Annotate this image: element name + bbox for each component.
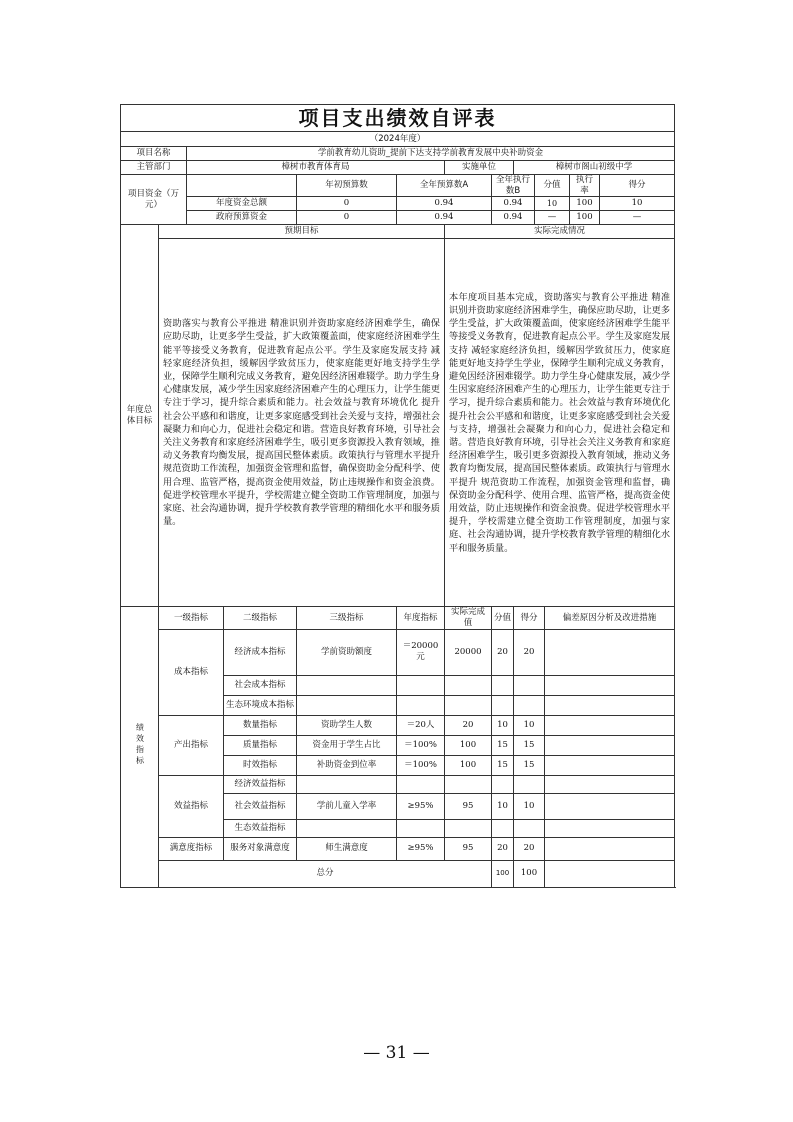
ind-actual: 95 <box>445 793 492 819</box>
ind-header-l3: 三级指标 <box>297 607 397 629</box>
ind-header-target: 年度指标 <box>397 607 445 629</box>
funds-cell: 0 <box>297 211 397 225</box>
ind-score <box>514 695 545 715</box>
ind-l2: 经济效益指标 <box>224 775 297 793</box>
ind-l2: 生态效益指标 <box>224 819 297 837</box>
ind-score: 10 <box>514 793 545 819</box>
ind-weight <box>492 775 514 793</box>
ind-actual: 100 <box>445 755 492 775</box>
ind-score <box>514 775 545 793</box>
funds-cell: 100 <box>570 211 600 225</box>
funds-header-score: 得分 <box>600 175 675 197</box>
ind-weight: 10 <box>492 715 514 735</box>
ind-actual <box>445 775 492 793</box>
ind-l2: 生态环境成本指标 <box>224 695 297 715</box>
ind-l3 <box>297 695 397 715</box>
funds-header-executed: 全年执行数B <box>492 175 535 197</box>
ind-l2: 社会效益指标 <box>224 793 297 819</box>
form-year: （2024年度） <box>121 132 675 147</box>
ind-target <box>397 695 445 715</box>
ind-header-l1: 一级指标 <box>159 607 224 629</box>
ind-weight: 20 <box>492 837 514 860</box>
dept-value: 樟树市教育体育局 <box>187 161 445 175</box>
project-name-label: 项目名称 <box>121 147 187 161</box>
performance-self-evaluation-form <box>120 104 674 888</box>
funds-cell: 0.94 <box>492 197 535 211</box>
ind-target: ＝20人 <box>397 715 445 735</box>
funds-cell: — <box>535 211 570 225</box>
ind-header-actual: 实际完成值 <box>445 607 492 629</box>
ind-weight <box>492 675 514 695</box>
ind-score: 15 <box>514 735 545 755</box>
ind-score: 20 <box>514 837 545 860</box>
ind-actual <box>445 675 492 695</box>
ind-weight <box>492 695 514 715</box>
ind-target: ≥95% <box>397 837 445 860</box>
funds-cell: 100 <box>570 197 600 211</box>
ind-weight: 20 <box>492 629 514 675</box>
ind-deviation <box>545 775 675 793</box>
ind-target: ≥95% <box>397 793 445 819</box>
ind-l2: 质量指标 <box>224 735 297 755</box>
ind-target <box>397 775 445 793</box>
funds-cell: 0.94 <box>492 211 535 225</box>
form-title: 项目支出绩效自评表 <box>121 105 675 132</box>
ind-score <box>514 819 545 837</box>
funds-cell: 0.94 <box>397 197 492 211</box>
ind-target: ＝20000元 <box>397 629 445 675</box>
ind-l1-satisfaction: 满意度指标 <box>159 837 224 860</box>
ind-actual <box>445 695 492 715</box>
unit-value: 樟树市阁山初级中学 <box>514 161 675 175</box>
ind-actual: 20 <box>445 715 492 735</box>
ind-l2: 经济成本指标 <box>224 629 297 675</box>
ind-l3: 补助资金到位率 <box>297 755 397 775</box>
ind-l2: 时效指标 <box>224 755 297 775</box>
ind-actual: 95 <box>445 837 492 860</box>
funds-cell: — <box>600 211 675 225</box>
ind-l3 <box>297 775 397 793</box>
funds-cell: 10 <box>535 197 570 211</box>
actual-goal-text: 本年度项目基本完成，资助落实与教育公平推进 精准识别并资助家庭经济困难学生，确保应助尽助，让更多学生受益，扩大政策覆盖面，使家庭经济困难学生能平等接受义务教育，促进教育起点公平。学生及家庭发展支持 减轻家庭经济负担，缓解因学致贫压力，使家庭能更好地支持学生学业，保障学生顺利完成义务教育，避免因经济困难辍学。助力学生身心健康发展，减少学生因家庭经济困难产生的心理压力，让学生能更专注于学习，提升综合素质和能力。社会效益与教育环境优化 提升社会公平感和和谐度，让更多家庭感受到社会关爱与支持，增强社会凝聚力和向心力，促进社会稳定和谐。营造良好教育环境，引导社会关注义务教育和家庭经济困难学生，吸引更多资源投入教育领域，推动义务教育均衡发展，提高国民整体素质。政策执行与管理水平提升 规范资助工作流程，加强资金管理和监督，确保资助金分配科学、使用合理、监管严格，提高资金使用效益，防止违规操作和资金浪费。促进学校管理水平提升，学校需建立健全资助工作管理制度，加强与家庭、社会沟通协调，提升学校教育教学管理的精细化水平和服务质量。 <box>445 239 675 607</box>
dept-label: 主管部门 <box>121 161 187 175</box>
funds-header-weight: 分值 <box>535 175 570 197</box>
ind-deviation <box>545 735 675 755</box>
ind-actual: 20000 <box>445 629 492 675</box>
goals-label: 年度总体目标 <box>121 225 159 607</box>
ind-header-l2: 二级指标 <box>224 607 297 629</box>
funds-header-rate: 执行率 <box>570 175 600 197</box>
funds-row-label: 年度资金总额 <box>187 197 297 211</box>
funds-header-blank <box>187 175 297 197</box>
ind-deviation <box>545 793 675 819</box>
total-deviation <box>545 860 675 887</box>
funds-label: 项目资金（万元） <box>121 175 187 225</box>
ind-l3: 学前儿童入学率 <box>297 793 397 819</box>
total-label: 总分 <box>159 860 492 887</box>
ind-deviation <box>545 837 675 860</box>
ind-l2: 数量指标 <box>224 715 297 735</box>
ind-l2: 社会成本指标 <box>224 675 297 695</box>
planned-goal-text: 资助落实与教育公平推进 精准识别并资助家庭经济困难学生，确保应助尽助，让更多学生受益，扩大政策覆盖面，使家庭经济困难学生能平等接受义务教育，促进教育起点公平。学生及家庭发展支持 减轻家庭经济负担，缓解因学致贫压力，使家庭能更好地支持学生学业，保障学生顺利完成义务教育，避免因经济困难辍学。助力学生身心健康发展，减少学生因家庭经济困难产生的心理压力，让学生能更专注于学习，提升综合素质和能力。社会效益与教育环境优化 提升社会公平感和和谐度，让更多家庭感受到社会关爱与支持，增强社会凝聚力和向心力，促进社会稳定和谐。营造良好教育环境，引导社会关注义务教育和家庭经济困难学生，吸引更多资源投入教育领域，推动义务教育均衡发展，提高国民整体素质。政策执行与管理水平提升 规范资助工作流程，加强资金管理和监督，确保资助金分配科学、使用合理、监管严格，提高资金使用效益，防止违规操作和资金浪费。促进学校管理水平提升，学校需建立健全资助工作管理制度，加强与家庭、社会沟通协调，提升学校教育教学管理的精细化水平和服务质量。 <box>159 239 445 607</box>
ind-score: 10 <box>514 715 545 735</box>
ind-l1-output: 产出指标 <box>159 715 224 775</box>
total-weight: 100 <box>492 860 514 887</box>
unit-label: 实施单位 <box>445 161 514 175</box>
ind-l3: 师生满意度 <box>297 837 397 860</box>
funds-header-budget: 全年预算数A <box>397 175 492 197</box>
funds-cell: 0.94 <box>397 211 492 225</box>
ind-weight: 15 <box>492 755 514 775</box>
ind-deviation <box>545 695 675 715</box>
ind-header-score: 得分 <box>514 607 545 629</box>
ind-l1-cost: 成本指标 <box>159 629 224 715</box>
ind-target: ＝100% <box>397 755 445 775</box>
page-number: — 31 — <box>363 1043 430 1063</box>
funds-row-label: 政府预算资金 <box>187 211 297 225</box>
ind-l3: 资助学生人数 <box>297 715 397 735</box>
ind-deviation <box>545 629 675 675</box>
ind-score: 20 <box>514 629 545 675</box>
ind-deviation <box>545 715 675 735</box>
ind-actual <box>445 819 492 837</box>
ind-score <box>514 675 545 695</box>
ind-target <box>397 675 445 695</box>
ind-actual: 100 <box>445 735 492 755</box>
ind-l3: 资金用于学生占比 <box>297 735 397 755</box>
ind-deviation <box>545 819 675 837</box>
ind-l2: 服务对象满意度 <box>224 837 297 860</box>
ind-weight <box>492 819 514 837</box>
ind-deviation <box>545 675 675 695</box>
ind-l3 <box>297 675 397 695</box>
indicators-label: 绩效指标 <box>121 607 159 887</box>
ind-score: 15 <box>514 755 545 775</box>
project-name-value: 学前教育幼儿资助_提前下达支持学前教育发展中央补助资金 <box>187 147 675 161</box>
ind-weight: 10 <box>492 793 514 819</box>
actual-goal-header: 实际完成情况 <box>445 225 675 239</box>
funds-header-initial: 年初预算数 <box>297 175 397 197</box>
funds-cell: 0 <box>297 197 397 211</box>
total-score: 100 <box>514 860 545 887</box>
ind-l1-benefit: 效益指标 <box>159 775 224 837</box>
ind-target <box>397 819 445 837</box>
ind-l3: 学前资助额度 <box>297 629 397 675</box>
ind-header-weight: 分值 <box>492 607 514 629</box>
ind-deviation <box>545 755 675 775</box>
ind-weight: 15 <box>492 735 514 755</box>
planned-goal-header: 预期目标 <box>159 225 445 239</box>
ind-target: ＝100% <box>397 735 445 755</box>
ind-l3 <box>297 819 397 837</box>
evaluation-table <box>120 104 675 888</box>
funds-cell: 10 <box>600 197 675 211</box>
ind-header-deviation: 偏差原因分析及改进措施 <box>545 607 675 629</box>
